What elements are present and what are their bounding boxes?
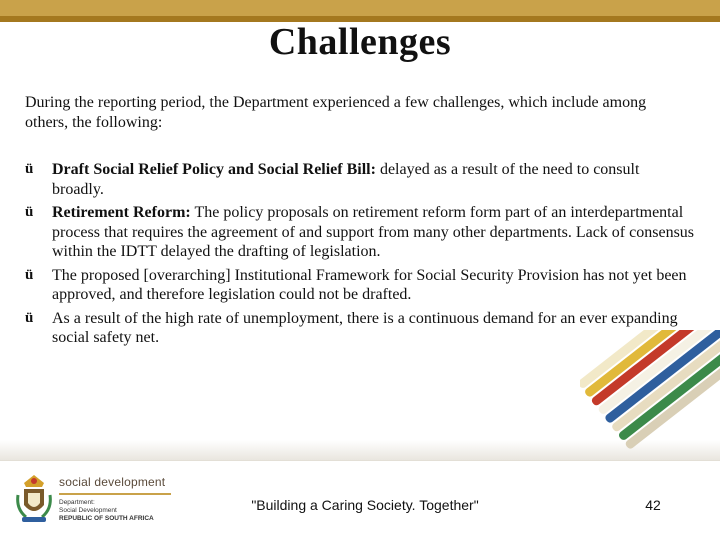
checkmark-icon: ü: [25, 204, 34, 220]
dept-line: REPUBLIC OF SOUTH AFRICA: [59, 515, 154, 522]
dept-line: Social Development: [59, 507, 117, 514]
bullet-text: delayed as a result of the need to consult broadly.: [52, 161, 640, 198]
checkmark-icon: ü: [25, 161, 34, 177]
coat-of-arms-icon: [14, 473, 54, 525]
footer: [0, 460, 720, 541]
list-item: [25, 203, 695, 262]
top-decorative-band: [0, 0, 720, 22]
checkmark-icon: ü: [25, 266, 34, 283]
brand-name: social development: [59, 475, 166, 489]
intro-paragraph: During the reporting period, the Department experienced a few challenges, which include among others, the following:: [25, 94, 647, 131]
beadwork-decoration-icon: [580, 330, 720, 460]
checkmark-icon: ü: [25, 309, 34, 326]
slide-title: Challenges: [268, 21, 452, 63]
brand-divider: [59, 493, 171, 495]
challenges-list: [25, 160, 695, 352]
bullet-heading: Draft Social Relief Policy and Social Relief Bill:: [52, 161, 376, 178]
list-item: [25, 160, 695, 199]
page-number: 42: [645, 497, 661, 513]
bullet-heading: Retirement Reform:: [52, 204, 191, 221]
footer-slogan: "Building a Caring Society. Together": [251, 497, 479, 513]
department-text: [59, 499, 154, 523]
bullet-text: As a result of the high rate of unemployment, there is a continuous demand for an ever expanding social safety net.: [52, 309, 678, 346]
bullet-text: The proposed [overarching] Institutional Framework for Social Security Provision has not yet been approved, and therefore legislation could not be drafted.: [52, 266, 687, 303]
dept-line: Department:: [59, 499, 95, 506]
bullet-text: The policy proposals on retirement reform form part of an interdepartmental process that requires the agreement of and support from many other departments. Lack of consensus within the IDTT delayed the drafting of legislation.: [52, 204, 695, 260]
list-item: [25, 266, 695, 305]
department-logo: [14, 469, 184, 529]
